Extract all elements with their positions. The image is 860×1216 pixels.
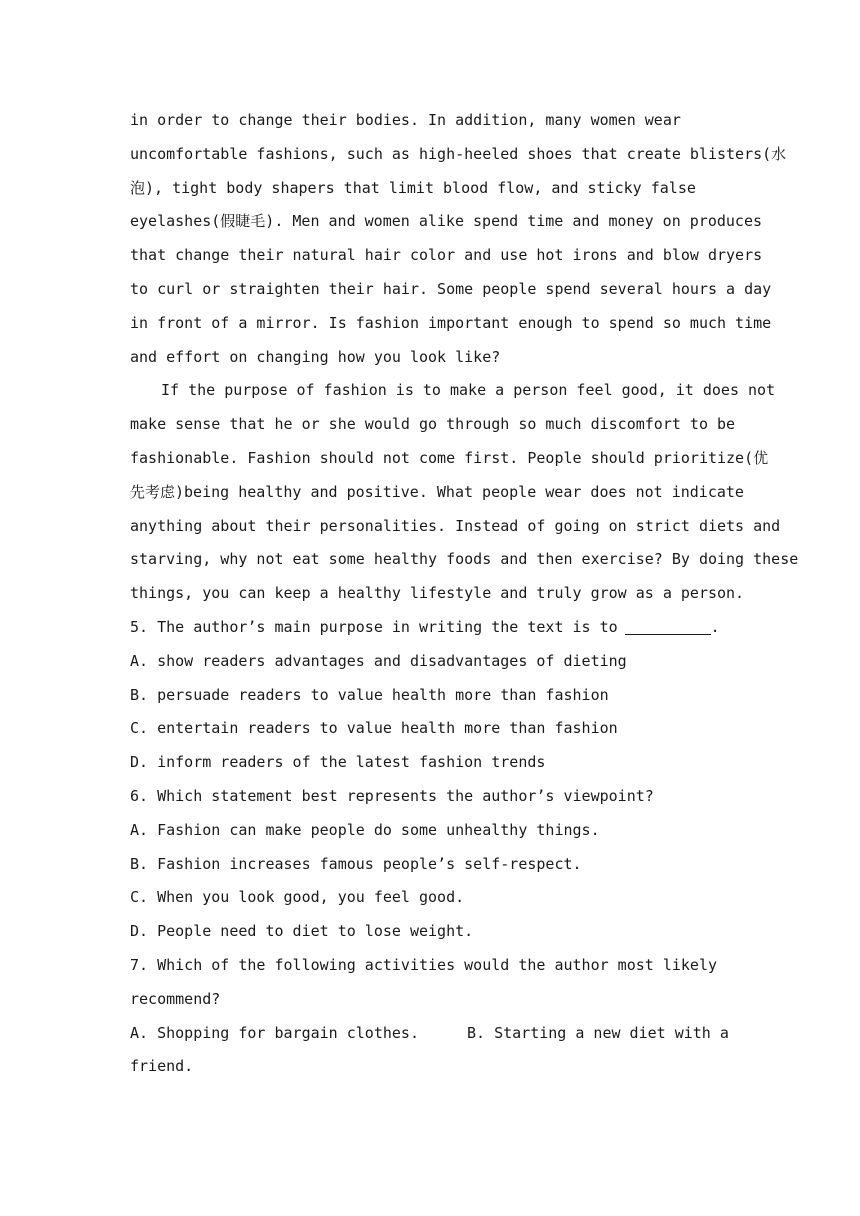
answer-option-a: A. Shopping for bargain clothes.	[130, 1023, 419, 1042]
answer-option-a: A. show readers advantages and disadvantages of dieting	[130, 651, 627, 670]
question-stem-text: 5. The author’s main purpose in writing the text is to	[130, 617, 618, 636]
question-7	[130, 949, 732, 1084]
text-line: uncomfortable fashions, such as high-heeled shoes that create blisters(水	[130, 144, 787, 163]
question-stem: 7. Which of the following activities would the author most likely	[130, 955, 717, 974]
text-line: things, you can keep a healthy lifestyle and truly grow as a person.	[130, 584, 745, 603]
question-stem-continued: recommend?	[130, 989, 221, 1008]
question-stem: 6. Which statement best represents the author’s viewpoint?	[130, 786, 654, 805]
answer-option-d: D. People need to diet to lose weight.	[130, 922, 474, 941]
text-line: fashionable. Fashion should not come first. People should prioritize(优	[130, 448, 769, 467]
answer-option-a: A. Fashion can make people do some unhealthy things.	[130, 820, 600, 839]
passage-paragraph-2	[130, 374, 799, 611]
document-page	[130, 104, 799, 1084]
text-line: starving, why not eat some healthy foods and then exercise? By doing these	[130, 550, 799, 569]
text-line: anything about their personalities. Instead of going on strict diets and	[130, 516, 781, 535]
answer-option-c: C. When you look good, you feel good.	[130, 888, 465, 907]
text-line: 泡), tight body shapers that limit blood flow, and sticky false	[130, 178, 696, 197]
question-stem-period: .	[710, 617, 720, 636]
text-line: in order to change their bodies. In addition, many women wear	[130, 111, 681, 129]
text-line: that change their natural hair color and use hot irons and blow dryers	[130, 246, 763, 265]
text-line: make sense that he or she would go through so much discomfort to be	[130, 415, 736, 434]
answer-blank	[625, 616, 711, 635]
answer-option-b: B. Starting a new diet with a	[467, 1023, 729, 1042]
answer-option-b: B. persuade readers to value health more than fashion	[130, 685, 609, 704]
answer-options-row	[130, 1017, 732, 1051]
text-line: 先考虑)being healthy and positive. What people wear does not indicate	[130, 482, 744, 501]
text-line: and effort on changing how you look like?	[130, 347, 501, 366]
passage-paragraph-1	[130, 104, 787, 374]
text-line: eyelashes(假睫毛). Men and women alike spend time and money on produces	[130, 212, 762, 231]
question-stem	[130, 611, 732, 645]
text-line: to curl or straighten their hair. Some people spend several hours a day	[130, 279, 772, 298]
question-6	[130, 780, 732, 949]
answer-option-d: D. inform readers of the latest fashion trends	[130, 753, 546, 772]
answer-option-c: C. entertain readers to value health more than fashion	[130, 719, 618, 738]
answer-option-b: B. Fashion increases famous people’s self-respect.	[130, 854, 582, 873]
question-5	[130, 611, 732, 780]
text-line: If the purpose of fashion is to make a person feel good, it does not	[161, 381, 776, 400]
answer-option-b-continued: friend.	[130, 1057, 194, 1076]
text-line: in front of a mirror. Is fashion important enough to spend so much time	[130, 313, 772, 332]
